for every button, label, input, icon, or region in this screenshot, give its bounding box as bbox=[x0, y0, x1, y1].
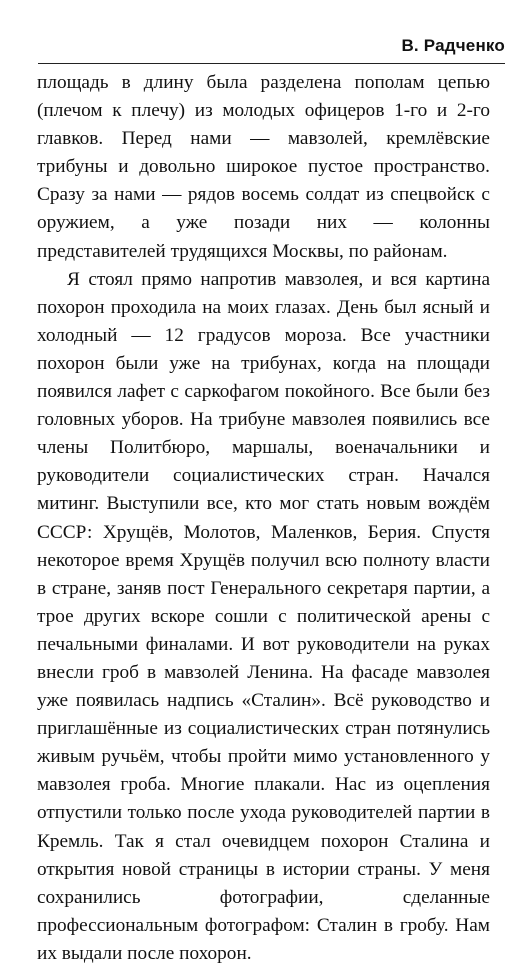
page-body bbox=[37, 69, 490, 968]
header-rule bbox=[38, 63, 505, 64]
paragraph-1: площадь в длину была разделена пополам цепью (плечом к плечу) из молодых офицеров 1-го и 2-го главков. Перед нами — мавзолей, кремлёвские трибуны и довольно широкое пустое пространство. Сразу за нами — рядов восемь солдат из спецвойск с оружием, а уже позади них — колонны представителей трудящихся Москвы, по районам. bbox=[37, 72, 490, 262]
paragraph-2: Я стоял прямо напротив мавзолея, и вся картина похорон проходила на моих глазах. День был ясный и холодный — 12 градусов мороза. Все участники похорон были уже на трибунах, когда на площади появился лафет с саркофагом покойного. Все были без головных уборов. На трибуне мавзолея появились все члены Политбюро, маршалы, военачальники и руководители социалистических стран. Начался митинг. Выступили все, кто мог стать новым вождём СССР: Хрущёв, Молотов, Маленков, Берия. Спустя некоторое время Хрущёв получил всю полноту власти в стране, заняв пост Генерального секретаря партии, а трое других вскоре сошли с политической арены с печальными финалами. И вот руководители на руках внесли гроб в мавзолей Ленина. На фасаде мавзолея уже появилась надпись «Сталин». Всё руководство и приглашённые из социалистических стран потянулись живым ручьём, чтобы пройти мимо установленного у мавзолея гроба. Многие плакали. Нас из оцепления отпустили только после ухода руководителей партии в Кремль. Так я стал очевидцем похорон Сталина и открытия новой страницы в истории страны. У меня сохранились фотографии, сделанные профессиональным фотографом: Сталин в гробу. Нам их выдали после похорон. bbox=[37, 268, 490, 964]
page-header bbox=[0, 36, 527, 58]
running-head-author: В. Радченко bbox=[401, 36, 505, 55]
